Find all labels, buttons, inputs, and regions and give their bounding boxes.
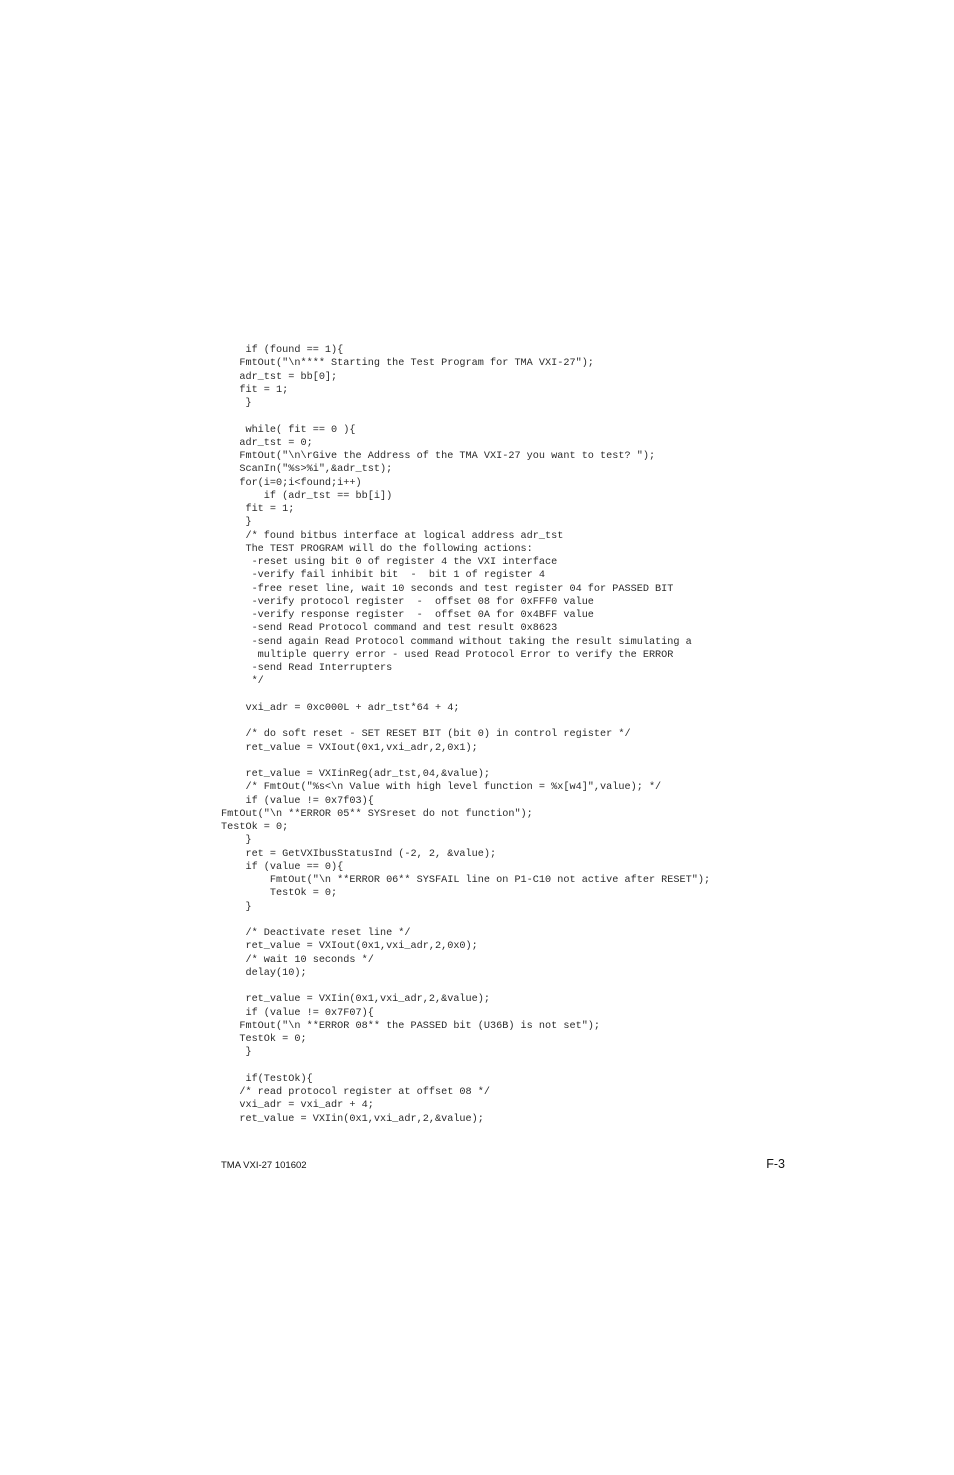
- code-line: ScanIn("%s>%i",&adr_tst);: [221, 464, 393, 476]
- code-line: [221, 755, 841, 768]
- code-line: [221, 1060, 841, 1073]
- code-line: FmtOut("\n **ERROR 08** the PASSED bit (U36B) is not set");: [221, 1020, 601, 1032]
- code-line: if (adr_tst == bb[i]): [221, 490, 393, 502]
- code-line: ret_value = VXIin(0x1,vxi_adr,2,&value);: [221, 994, 490, 1006]
- code-line: /* Deactivate reset line */: [221, 928, 411, 939]
- document-identifier: TMA VXI-27 101602: [221, 1160, 307, 1171]
- code-line: adr_tst = 0;: [221, 437, 313, 449]
- code-line: for(i=0;i<found;i++): [221, 477, 362, 489]
- code-line: The TEST PROGRAM will do the following actions:: [221, 543, 533, 555]
- code-line: vxi_adr = 0xc000L + adr_tst*64 + 4;: [221, 702, 460, 714]
- code-line: -verify protocol register - offset 08 for 0xFFF0 value: [221, 596, 594, 608]
- code-line: TestOk = 0;: [221, 1034, 307, 1045]
- code-line: while( fit == 0 ){: [221, 424, 356, 436]
- code-line: -send Read Interrupters: [221, 663, 393, 674]
- code-line: /* found bitbus interface at logical address adr_tst: [221, 530, 564, 542]
- code-line: if (value != 0x7f03){: [221, 795, 374, 807]
- code-line: }: [221, 835, 252, 847]
- code-line: [221, 914, 841, 927]
- code-line: FmtOut("\n\rGive the Address of the TMA VXI-27 you want to test? ");: [221, 451, 656, 462]
- code-line: FmtOut("\n**** Starting the Test Program for TMA VXI-27");: [221, 358, 594, 370]
- code-line: ret_value = VXIin(0x1,vxi_adr,2,&value);: [221, 1113, 484, 1125]
- code-line: -free reset line, wait 10 seconds and test register 04 for PASSED BIT: [221, 583, 674, 595]
- code-line: }: [221, 398, 252, 409]
- code-line: }: [221, 1047, 252, 1059]
- code-line: /* FmtOut("%s<\n Value with high level function = %x[w4]",value); */: [221, 782, 662, 794]
- code-line: ret_value = VXIinReg(adr_tst,04,&value);: [221, 769, 490, 780]
- code-line: if(TestOk){: [221, 1073, 313, 1085]
- code-line: delay(10);: [221, 967, 307, 979]
- code-line: FmtOut("\n **ERROR 06** SYSFAIL line on P1-C10 not active after RESET");: [221, 875, 711, 886]
- code-line: FmtOut("\n **ERROR 05** SYSreset do not function");: [221, 808, 533, 820]
- code-line: */: [221, 676, 264, 688]
- code-line: fit = 1;: [221, 384, 289, 396]
- code-line: }: [221, 901, 252, 913]
- code-line: multiple querry error - used Read Protocol Error to verify the ERROR: [221, 649, 674, 661]
- code-line: ret_value = VXIout(0x1,vxi_adr,2,0x1);: [221, 742, 478, 754]
- code-line: -send Read Protocol command and test result 0x8623: [221, 623, 558, 635]
- code-line: -reset using bit 0 of register 4 the VXI interface: [221, 557, 558, 568]
- code-line: -send again Read Protocol command without taking the result simulating a: [221, 636, 692, 648]
- code-line: [221, 689, 841, 702]
- code-line: /* do soft reset - SET RESET BIT (bit 0) in control register */: [221, 729, 631, 741]
- code-line: if (value != 0x7F07){: [221, 1007, 374, 1019]
- code-line: [221, 980, 841, 993]
- code-line: /* wait 10 seconds */: [221, 954, 374, 966]
- code-line: [221, 410, 841, 423]
- code-line: /* read protocol register at offset 08 */: [221, 1087, 490, 1098]
- code-line: TestOk = 0;: [221, 822, 289, 833]
- code-line: ret = GetVXIbusStatusInd (-2, 2, &value);: [221, 848, 497, 860]
- page-number: F-3: [766, 1157, 785, 1171]
- code-line: if (value == 0){: [221, 861, 344, 873]
- code-line: adr_tst = bb[0];: [221, 371, 338, 383]
- code-line: [221, 715, 841, 728]
- code-listing: [221, 344, 841, 1126]
- code-line: if (found == 1){: [221, 345, 344, 356]
- code-line: TestOk = 0;: [221, 888, 338, 900]
- code-line: }: [221, 517, 252, 529]
- code-line: ret_value = VXIout(0x1,vxi_adr,2,0x0);: [221, 941, 478, 953]
- code-line: -verify fail inhibit bit - bit 1 of register 4: [221, 570, 546, 582]
- code-line: fit = 1;: [221, 504, 295, 515]
- code-line: vxi_adr = vxi_adr + 4;: [221, 1100, 374, 1112]
- code-line: -verify response register - offset 0A for 0x4BFF value: [221, 610, 594, 621]
